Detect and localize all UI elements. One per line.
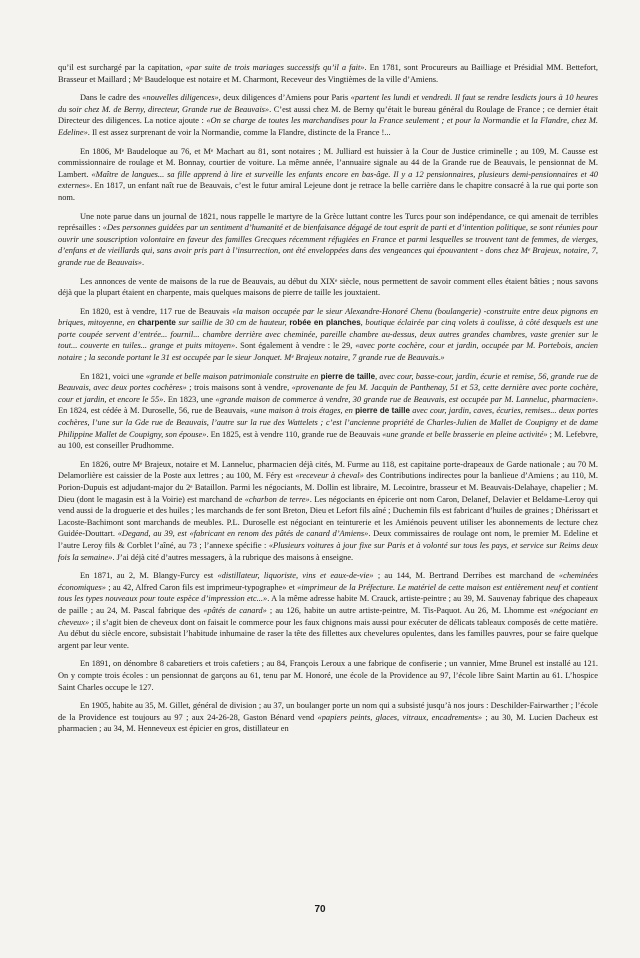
text-run: ; M. Lefebvre, au 100, est conseiller Prudhomme. [58, 429, 598, 451]
text-run: «une grande et belle brasserie en pleine activité» [382, 429, 548, 439]
paragraph [58, 211, 598, 269]
text-run: , deux diligences d’Amiens pour Paris [218, 93, 351, 103]
text-run: En 1871, au 2, M. Blangy-Furcy est [80, 571, 218, 581]
text-run: «papiers peints, glaces, vitraux, encadrements» [317, 712, 483, 722]
text-run: . En 1824, est cédée à M. Duroselle, 56, rue de Beauvais, [58, 394, 598, 416]
page-number: 70 [314, 904, 326, 915]
text-run: sur saillie de 30 cm de hauteur, [175, 318, 290, 328]
paragraph [58, 371, 598, 452]
text-run: En 1821, voici une [80, 371, 146, 381]
text-run: «Degand, au 39, est «fabricant en renom des pâtés de canard d’Amiens» [117, 529, 369, 539]
text-run: «imprimeur de la Préfecture. Le matériel de cette maison est entièrement neuf et contient tous les types nouveaux pour toute espèce d’impression etc...» [58, 582, 598, 604]
text-run: Dans le cadre des [80, 93, 143, 103]
text-run: . Il est assez surprenant de voir la Normandie, comme la Flandre, distincte de la France !... [87, 127, 391, 137]
text-run: ; au 126, habite un autre artiste-peintre, M. Tis-Paquot. Au 26, M. Lhomme est [266, 605, 550, 615]
text-run: . Sont également à vendre : le 29, [235, 341, 356, 351]
text-run: pierre de taille [320, 371, 376, 381]
text-run: . En 1817, un enfant naît rue de Beauvais, c’est le futur amiral Lejeune dont je retrace la belle carrière dans le chapitre consacré à la rue qui porte son nom. [58, 181, 598, 202]
text-run: «par suite de trois mariages successifs qu’il a fait» [185, 63, 365, 72]
text-run: «pâtés de canard» [203, 605, 267, 615]
text-run: ; il s’agit bien de cheveux dont on faisait le commerce pour les faux chignons mais aussi pour exécuter de délicats tableaux composés de cette matière. Au début du siècle encore, subsistait l’habitude inhumaine de raser la tête des fillettes aux chevelures opulentes, dans les familles pauvres, pour se faire quelque argent par leur vente. [58, 617, 598, 650]
paragraph [58, 570, 598, 651]
text-run: «Des personnes guidées par un sentiment d’humanité et de bienfaisance dégagé de tout esprit de parti et d’intention politique, se sont réunies pour ouvrir une souscription volontaire en faveur des familles Grecques récemment réfugiées en France et parmi lesquelles se trouvent tant de femmes, de vierges, d’enfans et de vieillards qui, sans avoir pris part à l’insurrection, ont été enveloppées dans des vengeances qui épouvantent - dons chez Mᵉ Brajeux, notaire, 7, grande rue de Beauvais» [58, 223, 598, 267]
text-run: . En 1823, une [163, 394, 216, 404]
paragraph [58, 62, 598, 85]
text-run: Les annonces de vente de maisons de la rue de Beauvais, au début du XIXᵉ siècle, nous permettent de savoir comment elles étaient bâties ; nous savons déjà que la plupart étaient en charpente, mais quelques maisons de pierre de taille les jouxtaient. [58, 276, 598, 298]
text-run: En 1905, habite au 35, M. Gillet, général de division ; au 37, un boulanger porte un nom qui a subsisté jusqu’à nos jours : Deschilder-Fairwarther ; l’école de la Providence est toujours au 97 ; aux 24-26-28, Gaston Bénard vend [58, 701, 598, 722]
text-run: . A la même adresse habite M. Crauck, artiste-peintre ; au 39, M. Sauvenay fabrique des chapeaux de paille ; au 24, M. Pascal fabrique des [58, 594, 598, 615]
text-run: «charbon de terre» [244, 494, 310, 504]
text-run: . En 1825, est à vendre 110, grande rue de Beauvais [206, 429, 383, 439]
paragraph [58, 92, 598, 138]
text-run: «une maison à trois étages, en [250, 406, 356, 416]
text-run: En 1820, est à vendre, 117 rue de Beauvais [80, 306, 233, 316]
text-run: «On se charge de toutes les marchandises pour la France seulement ; et pour la Normandie et la Flandre, chez M. Edeline» [58, 116, 598, 137]
text-run: «négociant en cheveux» [58, 605, 598, 627]
text-run: , boutique éclairée par cinq volets à coulisse, à côté desquels est une porte coupée servent d’entrée... fournil... chambre derrière avec cheminée, pareille chambre au-dessus, deux autres grandes chambres, vaste grenier sur le tout... couverte en tuiles... grange et puits mitoyen» [58, 318, 598, 351]
text-run: ; au 144, M. Bertrand Derribes est marchand de [373, 571, 559, 581]
text-run: En 1806, Mᵉ Baudeloque au 76, et Mᵉ Machart au 81, sont notaires ; M. Julliard est huissier à la Cour de Justice criminelle ; au 109, M. Causse est commissionnaire de roulage et M. Bonnay, courtier de voiture. La même année, l’annuaire signale au 44 de la Grande rue de Beauvais, le pensionnat de M. Lambert. [58, 146, 598, 179]
text-run: «receveur à cheval» [295, 471, 364, 481]
text-run: «nouvelles diligences» [142, 93, 219, 103]
text-run: En 1891, on dénombre 8 cabaretiers et trois cafetiers ; au 84, François Leroux a une fabrique de confiserie ; un vannier, Mme Brunel est installé au 121. On y compte trois écoles : un pensionnat de garçons au 61, tenu par M. Honoré, une école de la Providence au 97, l’école libre Saint Martin au 61. L’hospice Saint Charles occupe le 127. [58, 659, 598, 692]
text-run: robée en planches [289, 318, 361, 328]
text-run: des Contributions indirectes pour la banlieue d’Amiens ; au 110, M. Porion-Dupuis est adjudant-major du 2ᵉ Bataillon. Parmi les négociants, M. Dollin est libraire, M. Lecointre, brasseur et M. Beauvais-Delahaye, chapelier ; M. Dieu (dont le magasin est à la Voirie) est marchand de [58, 471, 598, 504]
text-run: Une note parue dans un journal de 1821, nous rappelle le martyre de la Grèce luttant contre les Turcs pour son indépendance, ce qui amenait de terribles représailles : [58, 211, 598, 233]
text-run: «partent les lundi et vendredi. Il faut se rendre lesdicts jours à 10 heures du soir chez M. de Berny, directeur, Grande rue de Beauvais» [58, 93, 598, 114]
paragraph [58, 146, 598, 204]
text-run: . J’ai déjà cité d’autres messagers, à la rubrique des maisons à enseigne. [112, 552, 354, 562]
paragraph [58, 700, 598, 735]
page-body [58, 62, 598, 902]
text-run: , avec cour, basse-cour, jardin, écurie et remise, 56, grande rue de Beauvais, avec deux portes cochères» [58, 371, 598, 393]
text-run: ; trois maisons sont à vendre, [186, 383, 292, 393]
text-run: En 1826, outre Mᵉ Brajeux, notaire et M. Lanneluc, pharmacien déjà cités, M. Furme au 118, est capitaine porte-drapeaux de Garde nationale ; au 70 M. Delamorlière est caissier de la Poste aux lettres ; au 100, M. Féry est [58, 459, 598, 481]
paragraph [58, 276, 598, 299]
text-run: avec cour, jardin, caves, écuries, remises... deux portes cochères, l’une sur la Gde rue de Beauvais, l’autre sur la rue des Wattelets ; c’est l’ancienne propriété de Charles-Julien de Mallet de Coupigny et de dame Philippine Mallet de Coupigny, son épouse» [58, 406, 598, 439]
text-run: . C’est aussi chez M. de Berny qu’était le bureau général du Roulage de France ; ce dernier était Directeur des diligences. La notice ajoute : [58, 104, 598, 126]
paragraph [58, 306, 598, 364]
text-run: . En 1781, sont Procureurs au Bailliage et Présidial MM. Bettefort, Brasseur et Maillard ; Mᵉ Baudeloque est notaire et M. Charmont, Receveur des Vingtièmes de la ville d’Amiens. [58, 63, 598, 84]
text-run: «grande et belle maison patrimoniale construite en [145, 371, 321, 381]
text-run: «Plusieurs voitures à jour fixe sur Paris et à volonté sur tous les pays, et service sur Reims deux fois la semaine» [58, 540, 598, 562]
text-run: «distillateur, liquoriste, vins et eaux-de-vie» [217, 571, 374, 581]
text-run: qu’il est surchargé par la capitation, [58, 63, 186, 72]
text-run: . Deux commissaires de roulage ont nom, le premier M. Edeline et l’autre Leroy fils & Corblet l’aîné, au 73 ; l’annexe spécifie : [58, 529, 598, 550]
text-run: ; au 42, Alfred Caron fils est imprimeur-typographe» et [105, 582, 298, 592]
text-run: . Les négociants en épicerie ont nom Caron, Delanef, Delavier et Beldame-Leroy qui vend aussi de la droguerie et des huiles ; les marchands de fer sont Breton, Dieu et Lefort fils aîné ; Duchemin fils est fabricant d’huiles de graines ; Dhérissart et Lacoste-Bachimont sont marchands de meubles. P.L. Duroselle est négociant en teinturerie et les Amiénois peuvent utiliser les abonnements de lecture chez Guidée-Douttart. [58, 494, 598, 539]
text-run: «avec porte cochère, cour et jardin, occupée par M. Portebois, ancien notaire ; la seconde portant le 31 est occupée par le sieur Jonquet. Mᵉ Brajeux notaire, 7 grande rue de Beauvais.» [58, 341, 598, 363]
text-run: charpente [137, 318, 176, 328]
paragraph [58, 658, 598, 693]
text-run: pierre de taille [355, 406, 410, 416]
text-run: «cheminées économiques» [58, 571, 598, 592]
text-run: «provenante de feu M. Jacquin de Panthenay, 51 et 53, cette dernière avec porte cochère, cour et jardin, et encore le 55» [58, 383, 598, 404]
text-run: «la maison occupée par le sieur Alexandre-Honoré Chenu (boulangerie) -construite entre deux pignons en briques, mitoyenne, en [58, 306, 598, 328]
text-run: «Maître de langues... sa fille apprend à lire et surveille les enfants encore en bas-âge. Il y a 12 pensionnaires, plusieurs demi-pensionnaires et 40 externes» [58, 169, 598, 191]
text-run: . [141, 257, 145, 267]
text-run: ; au 30, M. Lucien Dacheux est pharmacien ; au 34, M. Henneveux est épicier en gros, distillateur en [58, 712, 598, 734]
text-run: «grande maison de commerce à vendre, 30 grande rue de Beauvais, est occupée par M. Lanneluc, pharmacien» [215, 394, 596, 404]
paragraph [58, 459, 598, 563]
